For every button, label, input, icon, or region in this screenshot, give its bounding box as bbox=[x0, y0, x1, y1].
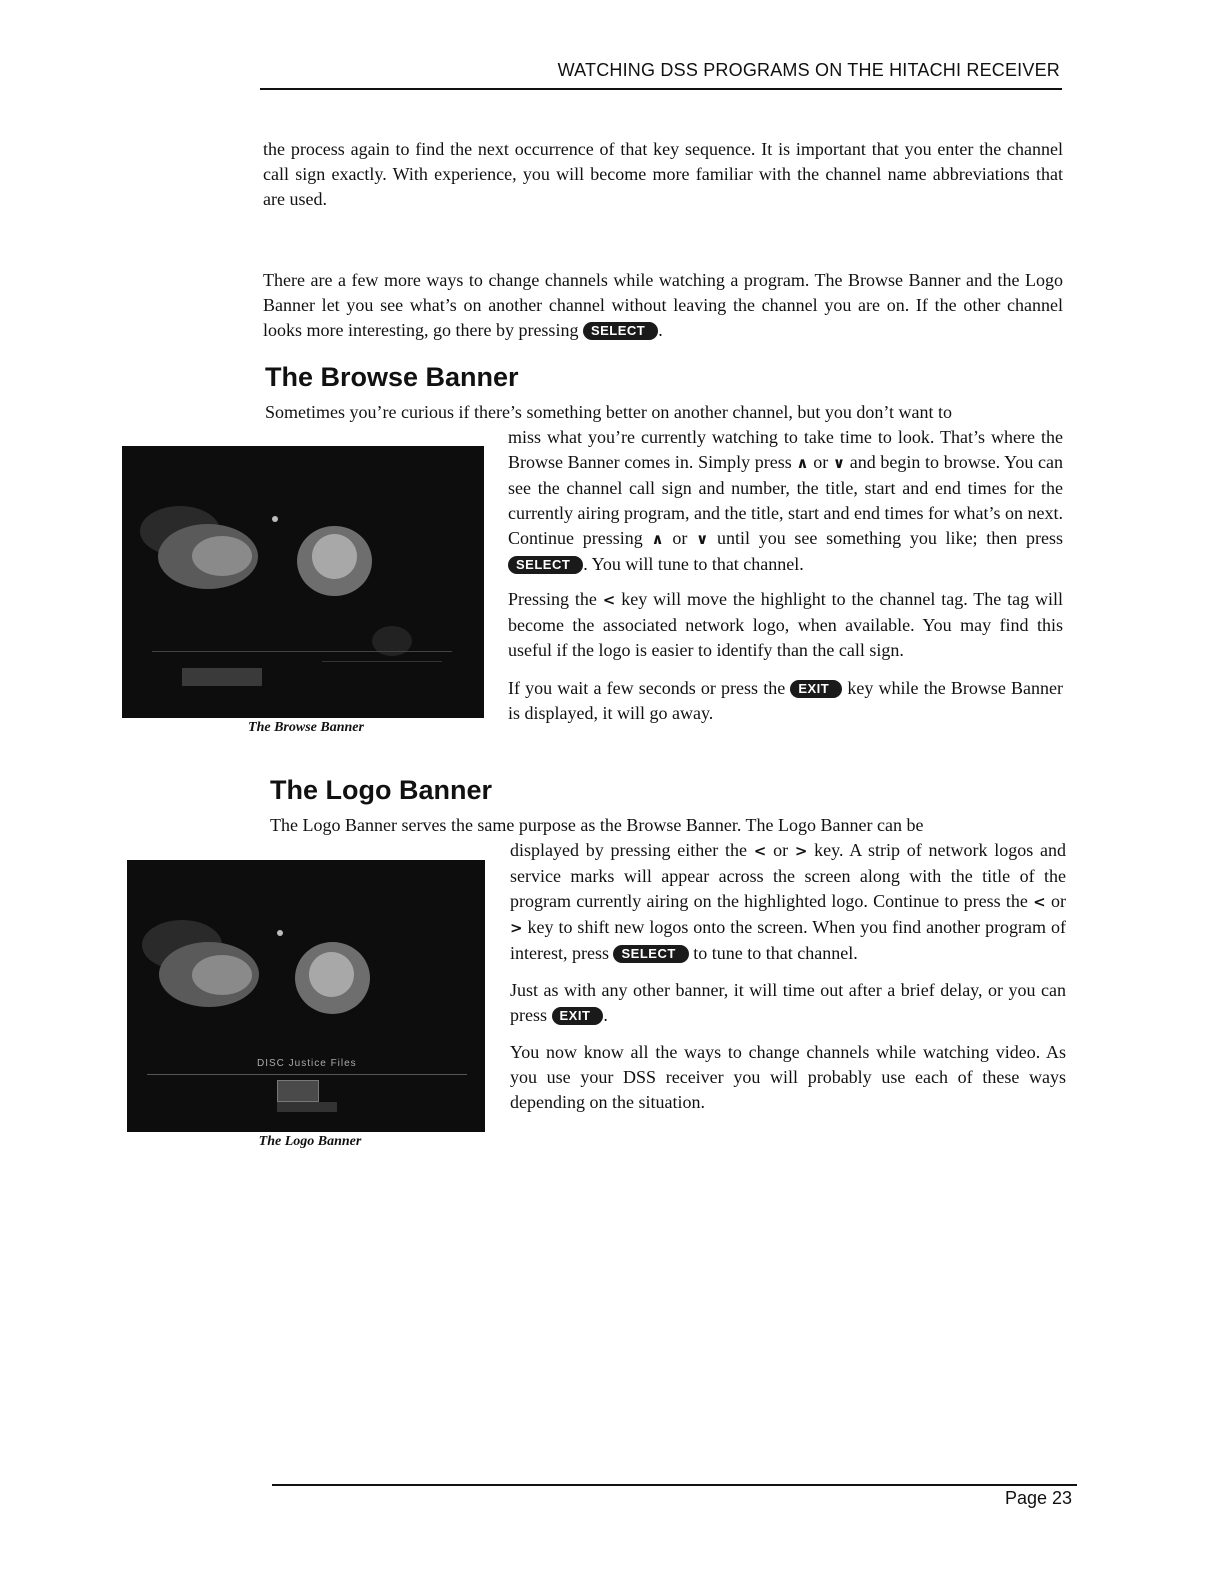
browse-text: or bbox=[808, 452, 833, 472]
logo-banner-line bbox=[147, 1074, 467, 1075]
exit-key-icon: EXIT bbox=[552, 1007, 604, 1025]
logo-banner-screenshot bbox=[127, 860, 485, 1132]
browse-screenshot-shape bbox=[272, 516, 278, 522]
select-key-icon: SELECT bbox=[613, 945, 688, 963]
left-arrow-icon: < bbox=[1033, 893, 1046, 911]
browse-text: until you see something you like; then press bbox=[708, 528, 1063, 548]
intro-text: There are a few more ways to change channels while watching a program. The Browse Banner and the Logo Banner let you see what’s on another channel without leaving the channel you are on. If the other channel looks more interesting, go there by pressing bbox=[263, 270, 1063, 340]
logo-text: displayed by pressing either the bbox=[510, 840, 754, 860]
intro-paragraph-1: the process again to find the next occurrence of that key sequence. It is important that you enter the channel call sign exactly. With experience, you will become more familiar with the channel name abbreviations that are used. bbox=[263, 139, 1063, 209]
right-arrow-icon: > bbox=[510, 919, 523, 937]
logo-screenshot-shape bbox=[192, 955, 252, 995]
select-key-icon: SELECT bbox=[583, 322, 658, 340]
page-number: Page 23 bbox=[1004, 1488, 1072, 1508]
up-arrow-icon: ∧ bbox=[651, 530, 664, 548]
browse-text: Pressing the bbox=[508, 589, 603, 609]
up-arrow-icon: ∧ bbox=[796, 454, 809, 472]
logo-paragraph-3: You now know all the ways to change channels while watching video. As you use your DSS receiver you will probably use each of these ways depending on the situation. bbox=[510, 1042, 1066, 1112]
logo-lead-line: The Logo Banner serves the same purpose as the Browse Banner. The Logo Banner can be bbox=[270, 815, 924, 835]
logo-paragraph-2 bbox=[510, 978, 1066, 1028]
left-arrow-icon: < bbox=[602, 591, 616, 609]
browse-text: miss what you’re currently watching to take time to look. That’s where the Browse Banner comes in. Simply press bbox=[508, 427, 1063, 472]
right-arrow-icon: > bbox=[794, 842, 808, 860]
browse-screenshot-shape bbox=[312, 534, 357, 579]
logo-banner-caption: The Logo Banner bbox=[258, 1134, 362, 1149]
browse-banner-caption: The Browse Banner bbox=[248, 720, 364, 735]
browse-paragraph-1 bbox=[508, 425, 1063, 577]
intro-text-end: . bbox=[658, 320, 663, 340]
footer-rule bbox=[272, 1484, 1077, 1486]
browse-banner-heading: The Browse Banner bbox=[265, 362, 519, 392]
browse-paragraph-2 bbox=[508, 587, 1063, 663]
browse-text: key while the Browse Banner is displayed, it will go away. bbox=[508, 678, 1063, 723]
logo-screenshot-shape bbox=[277, 930, 283, 936]
browse-text: . You will tune to that channel. bbox=[583, 554, 804, 574]
logo-screen-title: DISC Justice Files bbox=[257, 1058, 357, 1069]
logo-banner-heading: The Logo Banner bbox=[270, 775, 492, 805]
browse-screenshot-shape bbox=[192, 536, 252, 576]
logo-body bbox=[510, 838, 1066, 1115]
browse-text: key will move the highlight to the channel tag. The tag will become the associated network logo, when available. You may find this useful if the logo is easier to identify than the call sign. bbox=[508, 589, 1064, 660]
logo-paragraph-1 bbox=[510, 838, 1066, 966]
intro-paragraph-2 bbox=[263, 268, 1063, 343]
browse-lead-line: Sometimes you’re curious if there’s something better on another channel, but you don’t want to bbox=[265, 402, 953, 422]
down-arrow-icon: ∨ bbox=[832, 454, 846, 472]
browse-banner-line bbox=[322, 661, 442, 662]
logo-text: . bbox=[603, 1005, 608, 1025]
logo-screenshot-shape bbox=[309, 952, 354, 997]
browse-text: and begin to browse. You can see the channel call sign and number, the title, start and end times for the currently airing program, and the title, start and end times for what’s on next. Continue pressing bbox=[508, 452, 1064, 548]
browse-body bbox=[508, 425, 1063, 726]
logo-banner-tag bbox=[277, 1102, 337, 1112]
left-arrow-icon: < bbox=[753, 842, 767, 860]
running-header: WATCHING DSS PROGRAMS ON THE HITACHI RECEIVER bbox=[557, 60, 1060, 80]
logo-text: key. A strip of network logos and service marks will appear across the screen along with the title of the program currently airing on the highlighted logo. Continue to press the bbox=[510, 840, 1067, 911]
header-rule bbox=[260, 88, 1062, 90]
browse-text: If you wait a few seconds or press the bbox=[508, 678, 791, 698]
exit-key-icon: EXIT bbox=[790, 680, 842, 698]
browse-banner-line bbox=[152, 651, 452, 652]
browse-text: or bbox=[663, 528, 697, 548]
browse-paragraph-3 bbox=[508, 676, 1063, 726]
logo-banner-tag bbox=[277, 1080, 319, 1102]
logo-text: key to shift new logos onto the screen. When you find another program of interest, press bbox=[510, 917, 1066, 963]
logo-text: Just as with any other banner, it will time out after a brief delay, or you can press bbox=[510, 980, 1066, 1025]
logo-text: or bbox=[766, 840, 795, 860]
down-arrow-icon: ∨ bbox=[696, 530, 709, 548]
logo-text: or bbox=[1045, 891, 1066, 911]
logo-text: to tune to that channel. bbox=[688, 943, 858, 963]
select-key-icon: SELECT bbox=[508, 556, 583, 574]
browse-banner-screenshot bbox=[122, 446, 484, 718]
browse-banner-tag bbox=[182, 668, 262, 686]
